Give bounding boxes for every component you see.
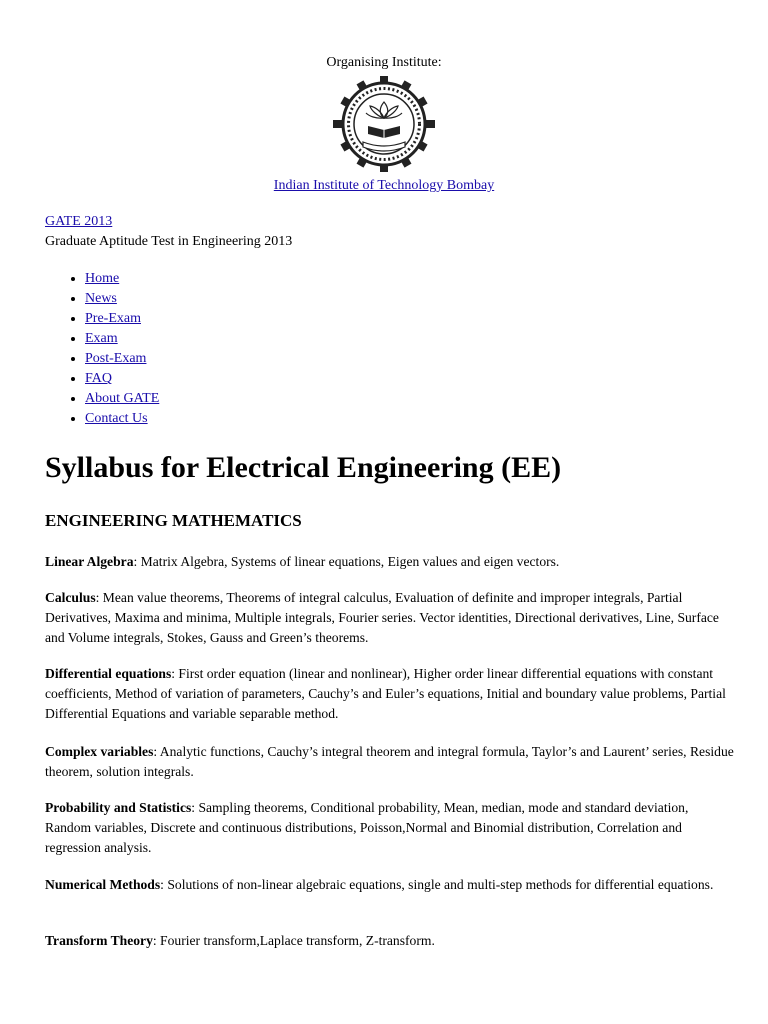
topic-text: : Analytic functions, Cauchy’s integral theorem and integral formula, Taylor’s and Laurent’ series, Residue theorem, solution integrals. [45,744,734,779]
nav-link-pre-exam[interactable]: Pre-Exam [85,311,141,326]
topic-name: Calculus [45,590,96,605]
nav-item-contact-us [85,409,159,429]
main-nav [45,269,159,429]
gate-link-wrapper [45,213,112,231]
nav-item-home [85,269,159,289]
topic-paragraph [45,798,735,858]
page-title: Syllabus for Electrical Engineering (EE) [45,451,562,484]
institute-link-wrapper [0,177,768,195]
topic-text: : Matrix Algebra, Systems of linear equations, Eigen values and eigen vectors. [133,554,560,569]
topic-paragraph [45,875,735,895]
nav-item-post-exam [85,349,159,369]
topic-paragraph [45,552,735,572]
nav-link-contact-us[interactable]: Contact Us [85,411,148,426]
topic-name: Probability and Statistics [45,800,192,815]
topic-paragraph [45,664,735,724]
topic-name: Numerical Methods [45,877,161,892]
nav-item-about-gate [85,389,159,409]
gate-home-link[interactable]: GATE 2013 [45,214,113,229]
section-title: ENGINEERING MATHEMATICS [45,511,302,530]
nav-item-faq [85,369,159,389]
topic-paragraph [45,588,735,648]
topic-text: : Mean value theorems, Theorems of integral calculus, Evaluation of definite and improper integrals, Partial Derivatives, Maxima and minima, Multiple integrals, Fourier series. Vector identities, Directional derivatives, Line, Surface and Volume integrals, Stokes, Gauss and Green’s theorems. [45,590,719,645]
topic-text: : First order equation (linear and nonlinear), Higher order linear differential equations with constant coefficients, Method of variation of parameters, Cauchy’s and Euler’s equations, Initial and boundary value problems, Partial Differential Equations and variable separable method. [45,666,726,721]
nav-link-home[interactable]: Home [85,271,120,286]
topic-name: Differential equations [45,666,172,681]
topic-name: Complex variables [45,744,154,759]
topic-name: Transform Theory [45,933,153,948]
institute-link[interactable]: Indian Institute of Technology Bombay [273,178,495,193]
iit-bombay-emblem-icon [333,76,435,172]
organising-institute-label: Organising Institute: [326,55,442,70]
topic-paragraph [45,742,735,782]
nav-item-news [85,289,159,309]
topic-text: : Solutions of non-linear algebraic equations, single and multi-step methods for differential equations. [160,877,714,892]
topic-text: : Fourier transform,Laplace transform, Z-transform. [152,933,435,948]
topic-text: : Sampling theorems, Conditional probability, Mean, median, mode and standard deviation, Random variables, Discrete and continuous distributions, Poisson,Normal and Binomial distribution, Correlation and regression analysis. [45,800,689,855]
nav-link-faq[interactable]: FAQ [85,371,112,386]
nav-item-pre-exam [85,309,159,329]
nav-link-about-gate[interactable]: About GATE [85,391,160,406]
nav-link-exam[interactable]: Exam [85,331,118,346]
topic-paragraph [45,931,735,951]
topic-name: Linear Algebra [45,554,134,569]
nav-link-post-exam[interactable]: Post-Exam [85,351,147,366]
gate-subtitle: Graduate Aptitude Test in Engineering 2013 [45,234,293,249]
nav-link-news[interactable]: News [85,291,117,306]
nav-item-exam [85,329,159,349]
